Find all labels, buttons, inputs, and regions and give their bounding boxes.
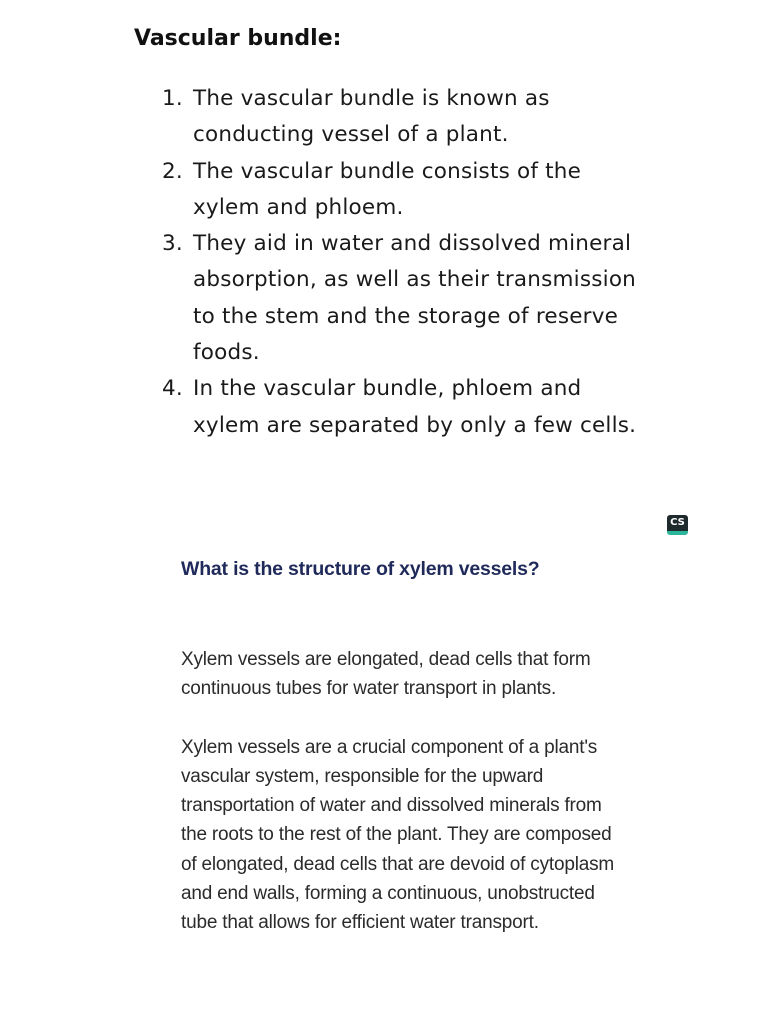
answer-body xyxy=(181,645,621,938)
camscanner-logo-icon: CS xyxy=(667,515,688,535)
list-item-number: 3. xyxy=(162,231,183,257)
list-item xyxy=(162,81,642,154)
list-item-text: They aid in water and dissolved mineral absorption, as well as their transmission to the stem and the storage of reserve foods. xyxy=(193,231,637,366)
list-item xyxy=(162,371,642,444)
list-item-text: The vascular bundle is known as conducting vessel of a plant. xyxy=(193,86,550,148)
list-item-text: The vascular bundle consists of the xylem and phloem. xyxy=(193,158,582,220)
section-heading: Vascular bundle: xyxy=(134,26,342,51)
list-item-number: 4. xyxy=(162,376,183,402)
numbered-list xyxy=(162,81,642,444)
list-item xyxy=(162,154,642,227)
list-item-number: 1. xyxy=(162,86,183,111)
list-item xyxy=(162,226,642,371)
vascular-bundle-section xyxy=(0,0,768,500)
answer-summary: Xylem vessels are elongated, dead cells that form continuous tubes for water transport in plants. xyxy=(181,649,591,700)
answer-detail: Xylem vessels are a crucial component of a plant's vascular system, responsible for the upward transportation of water and dissolved minerals from the roots to the rest of the plant. They are composed of elongated, dead cells that are devoid of cytoplasm and end walls, forming a continuous, unobstructed tube that allows for efficient water transport. xyxy=(181,736,615,934)
list-item-text: In the vascular bundle, phloem and xylem are separated by only a few cells. xyxy=(193,376,637,438)
question-title: What is the structure of xylem vessels? xyxy=(181,558,540,580)
list-item-number: 2. xyxy=(162,158,183,184)
